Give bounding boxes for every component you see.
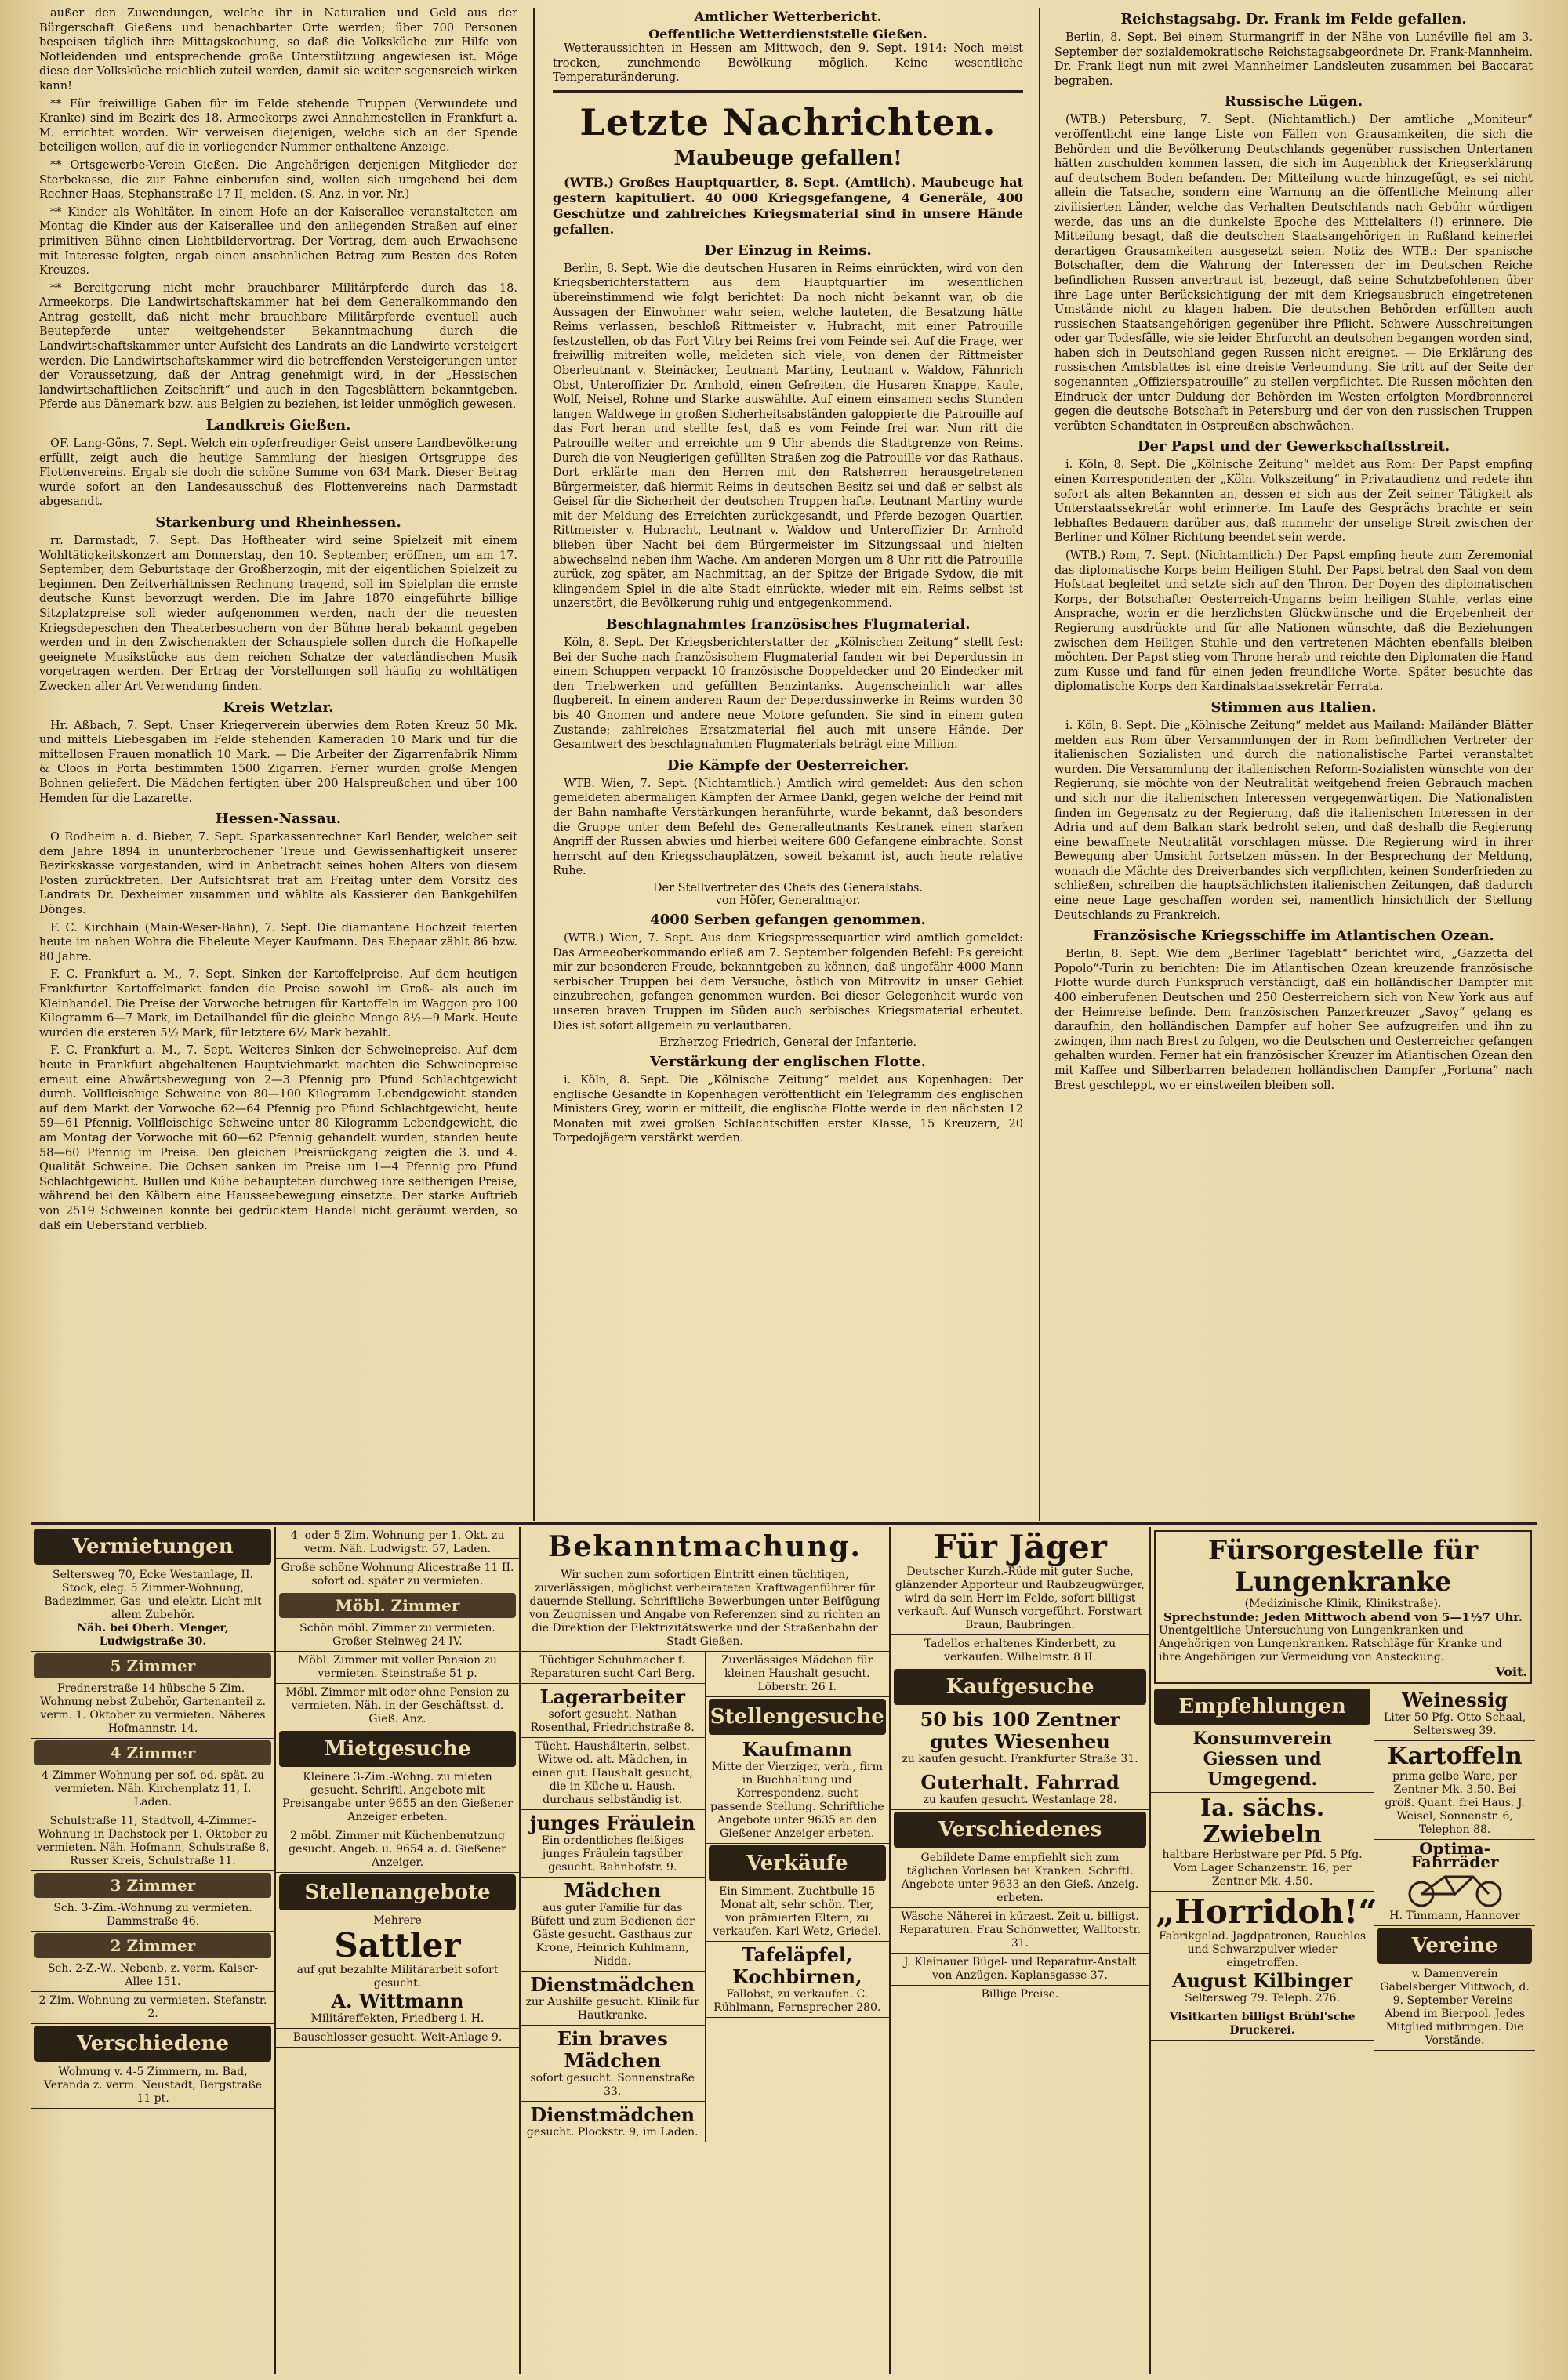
- ad-text: aus guter Familie für das Büfett und zum Bedienen der Gäste gesucht. Gasthaus zur Krone, Heinrich Kuhlmann, Nidda.: [530, 1902, 695, 1968]
- ad-title: Ein braves Mädchen: [557, 2027, 668, 2072]
- category-verschiedene: Verschiedene: [34, 2026, 271, 2062]
- ad-tafelaepfel: [706, 1942, 890, 2018]
- ad-ludwigstrasse: 4- oder 5-Zim.-Wohnung per 1. Okt. zu verm. Näh. Ludwigstr. 57, Laden.: [276, 1527, 519, 1559]
- heading-russische-luegen: Russische Lügen.: [1224, 93, 1363, 111]
- weather-heading: Amtlicher Wetterbericht.: [694, 9, 882, 25]
- ad-title: Guterhalt. Fahrrad: [920, 1771, 1120, 1794]
- ad-billige-preise: Billige Preise.: [891, 1986, 1149, 2004]
- article-englische-flotte: i. Köln, 8. Sept. Die „Kölnische Zeitung“ meldet aus Kopenhagen: Der englische Gesandte in Kopenhagen veröffentlicht ein Telegramm des englischen Ministers Grey, worin er mitteilt, die englische Flotte werde in den nächsten 12 Monaten mit zwei großen Schlachtschiffen erster Klasse, 15 Kreuzern, 20 Torpedojägern verstärkt werden.: [553, 1074, 1023, 1145]
- heading-reims: Der Einzug in Reims.: [704, 241, 872, 259]
- ads-subcol-right: [706, 1652, 890, 2142]
- ad-firm: A. Wittmann: [331, 1990, 464, 2012]
- category-5-zimmer: 5 Zimmer: [34, 1653, 271, 1678]
- article-italien: i. Köln, 8. Sept. Die „Kölnische Zeitung“ meldet aus Mailand: Mailänder Blätter melden aus Rom über Versammlungen der in Rom befindlichen Vertreter der italienischen Sozialisten und durch die nationalistische Partei veranstaltet wurden. Die Versammlung der italienischen Reform-Sozialisten wünschte von der Regierung, sie möchte von der Neutralität weitgehend freien Gebrauch machen und sich nur die italienischen Interessen vergegenwärtigen. Die Nationalisten finden im Gegensatz zu der Regierung, daß die italienischen Interessen in der Adria und auf dem Balkan stark bedroht seien, und daß deshalb die Regierung eine bewaffnete Neutralität vorschlagen müsse. Die Regierung wird in ihrer Bewegung aber Umsicht fortsetzen müssen. In der Besprechung der Meldung, wonach die Mächte des Dreiverbandes sich verpflichten, keinen Sonderfrieden zu schließen, schreiben die hauptsächlichsten italienischen Zeitungen, daß dadurch eine neue Lage geschaffen worden sei, namentlich hinsichtlich der Stellung Deutschlands zu Frankreich.: [1054, 719, 1533, 922]
- ad-signature: Voit.: [1495, 1664, 1527, 1679]
- ad-frednerstrasse: Frednerstraße 14 hübsche 5-Zim.-Wohnung nebst Zubehör, Gartenanteil z. verm. 1. Oktober zu vermieten. Näheres Hofmannstr. 14.: [31, 1680, 274, 1739]
- article-russische-luegen: (WTB.) Petersburg, 7. Sept. (Nichtamtlich.) Der amtliche „Moniteur“ veröffentlicht eine lange Liste von Fällen von Grausamkeiten, die sich die Behörden und die Bevölkerung Deutschlands gegenüber russischen Untertanen hätten zuschulden kommen lassen, die sich im Augenblick der Kriegserklärung auf deutschem Boden befanden. Der Mitteilung wurde hinzugefügt, es sei nicht allein die Tatsache, sondern eine Warnung an die öffentliche Meinung aller zivilisierten Länder, welche das Verhalten Deutschlands nach Gebühr würdigen werde, das uns an die dunkelste Epoche des Mittelalters (!) erinnere. Die Mitteilung besagt, daß die deutschen Staatsangehörigen in Rußland keinerlei derartigen Grausamkeiten ausgesetzt seien. Notiz des WTB.: Der spanische Botschafter, dem die Wahrung der Interessen der im Deutschen Reiche befindlichen Russen anvertraut ist, bezeugt, daß seine Schutzbefohlenen über ihre Lage unter Berücksichtigung der mit dem Kriegsausbruch eingetretenen Umstände nicht zu klagen haben. Die deutschen Behörden erfüllten auch russischen Staatsangehörigen gegenüber ihre Pflicht. Schwere Ausschreitungen oder gar Todesfälle, wie sie leider Ehrfurcht an deutschen begangen worden sind, haben sich in Deutschland gegen Russen nicht ereignet. — Die Erklärung des russischen Amtsblattes ist eine dreiste Verleumdung. Sie tritt auf der Seite der sogenannten „Offizierspatrouille“ zu stellen verpflichtet. Die Russen möchten den Eindruck der unter Duldung der Behörden im Westen erfolgten Mordbrennerei gegen die deutsche Botschaft in Petersburg und der von den russischen Truppen verübten Schandtaten in Ostpreußen abschwächen.: [1054, 114, 1533, 433]
- ad-text: Ein ordentliches fleißiges junges Fräulein tagsüber gesucht. Bahnhofstr. 9.: [541, 1834, 684, 1874]
- article-papst-koeln: i. Köln, 8. Sept. Die „Kölnische Zeitung“ meldet aus Rom: Der Papst empfing einen Korrespondenten der „Köln. Volkszeitung“ in Privataudienz und redete ihn sofort als alten Bekannten an, dessen er sich aus der Zeit seiner Tätigkeit als Unterstaatssekretär wohl erinnerte. Im Laufe des Gesprächs brachte er sein lebhaftes Bedauern darüber aus, daß nunmehr der unselige Streit zwischen der Berliner und Kölner Richtung beendet sein werde.: [1054, 459, 1533, 545]
- article-kriegsschiffe: Berlin, 8. Sept. Wie dem „Berliner Tageblatt“ berichtet wird, „Gazzetta del Popolo“-Turin zu berichten: Die im Atlantischen Ozean kreuzende französische Flotte wurde durch Funkspruch verständigt, daß ein holländischer Dampfer mit 400 einberufenen Deutschen und 250 Oesterreichern sich von New York aus auf der Heimreise befinde. Dem französischen Panzerkreuzer „Savoy“ gelang es daraufhin, den holländischen Dampfer auf hoher See aufzugreifen und ihn zu zwingen, ihm nach Brest zu folgen, wo die Deutschen und Oesterreicher gefangen gehalten wurden. Ferner hat ein französischer Kreuzer im Atlantischen Ozean den mit Kaffee und Silberbarren beladenen holländischen Dampfer „Fortuna“ nach Brest geschleppt, wo er einstweilen bleiben soll.: [1054, 948, 1533, 1092]
- article-kartoffelpreise: F. C. Frankfurt a. M., 7. Sept. Sinken der Kartoffelpreise. Auf dem heutigen Frankfurter Kartoffelmarkt fanden die Preise sowohl im Groß- als auch im Kleinhandel. Die Preise der Vorwoche betrugen für Kartoffeln im Waggon pro 100 Kilogramm 6—7 Mark, im Detailhandel für die gleiche Menge 8½—9 Mark. Heute wurden die ersteren 5½ Mark, für letztere 6½ Mark bezahlt.: [39, 968, 517, 1039]
- ad-kaiser-allee: Sch. 2-Z.-W., Nebenb. z. verm. Kaiser-Allee 151.: [31, 1960, 274, 1992]
- article-flugmaterial: Köln, 8. Sept. Der Kriegsberichterstatter der „Kölnischen Zeitung“ stellt fest: Bei der Suche nach französischem Flugmaterial fanden wir bei Deperdussin in einem Schuppen verpackt 10 französische Doppeldecker und 20 Eindecker mit den Triebwerken und gefüllten Benzintanks. Augenscheinlich war alles flugbereit. In einem anderen Raum der Deperdussinwerke in Reims wurden 30 bis 40 Gnomen und andere neue Motore gefunden. Sie sind in einem guten Zustande; zahlreiches Ersatzmaterial fiel auch mit unsere Hände. Der Gesamtwert des beschlagnahmten Flugmaterials beträgt eine Million.: [553, 637, 1023, 752]
- ad-text: zu kaufen gesucht. Westanlage 28.: [923, 1794, 1117, 1806]
- ad-dienstmaedchen-klinik: [521, 1972, 705, 2026]
- category-mietgesuche: Mietgesuche: [279, 1731, 516, 1767]
- ad-title: Sattler: [334, 1926, 461, 1965]
- ad-dammstrasse: Sch. 3-Zim.-Wohnung zu vermieten. Dammstraße 46.: [31, 1899, 274, 1932]
- ad-kartoffeln: [1374, 1741, 1535, 1840]
- ads-divider: [31, 1522, 1537, 1525]
- ad-seltersweg: [31, 1566, 274, 1652]
- category-2-zimmer: 2 Zimmer: [34, 1933, 271, 1958]
- ad-neustadt: Wohnung v. 4-5 Zimmern, m. Bad, Veranda z. verm. Neustadt, Bergstraße 11 pt.: [31, 2063, 274, 2109]
- ad-fuer-jaeger: [891, 1527, 1149, 1635]
- category-3-zimmer: 3 Zimmer: [34, 1873, 271, 1898]
- heading-starkenburg: Starkenburg und Rheinhessen.: [155, 514, 401, 531]
- ad-damenverein: v. Damenverein Gabelsberger Mittwoch, d. 9. September Vereins-Abend im Bierpool. Jedes Mitglied mitbringen. Die Vorstände.: [1374, 1965, 1535, 2051]
- ad-text: Fallobst, zu verkaufen. C. Rühlmann, Fernsprecher 280.: [713, 1988, 881, 2014]
- ads-subcol-right: [1374, 1687, 1535, 2051]
- heading-hessen-nassau: Hessen-Nassau.: [215, 811, 342, 828]
- ad-prefix: Mehrere: [373, 1914, 422, 1927]
- ad-title: Mädchen: [564, 1879, 662, 1902]
- ad-text: Unentgeltliche Untersuchung von Lungenkranken und Angehörigen von Lungenkranken. Ratschläge für Kranke und ihre Angehörigen zur Vermeidung von Ansteckung.: [1159, 1624, 1502, 1663]
- ad-text: gesucht. Plockstr. 9, im Laden.: [526, 2126, 699, 2139]
- ad-hours: Sprechstunde: Jeden Mittwoch abend von 5—1½7 Uhr.: [1163, 1610, 1523, 1624]
- ad-kirchenplatz: 4-Zimmer-Wohnung per sof. od. spät. zu vermieten. Näh. Kirchenplatz 11, I. Laden.: [31, 1767, 274, 1812]
- ad-zuchtbulle: Ein Simment. Zuchtbulle 15 Monat alt, sehr schön. Tier, von prämierten Eltern, zu verkaufen. Karl Wetz, Griedel.: [706, 1883, 890, 1942]
- heading-serben: 4000 Serben gefangen genommen.: [650, 911, 926, 928]
- ad-title: Für Jäger: [933, 1528, 1107, 1566]
- ad-title: Tafeläpfel, Kochbirnen,: [732, 1943, 862, 1988]
- ad-zwiebeln: [1151, 1793, 1374, 1892]
- ad-vorlesen: Gebildete Dame empfiehlt sich zum täglichen Vorlesen bei Kranken. Schriftl. Angebote unter 9633 an den Gieß. Anzeig. erbeten.: [891, 1849, 1149, 1908]
- ad-title: Lagerarbeiter: [539, 1685, 685, 1708]
- heading-dr-frank: Reichstagsabg. Dr. Frank im Felde gefallen.: [1120, 11, 1467, 27]
- ads-subcol-left: [521, 1652, 706, 2142]
- heading-italien: Stimmen aus Italien.: [1210, 698, 1377, 716]
- article-kirchhain: F. C. Kirchhain (Main-Weser-Bahn), 7. Sept. Die diamantene Hochzeit feierten heute im nahen Wohra die Eheleute Meyer Kaufmann. Das Ehepaar zählt 86 bzw. 80 Jahre.: [39, 921, 517, 963]
- column-rule: [533, 8, 535, 1521]
- ad-title: Kartoffeln: [1387, 1743, 1523, 1770]
- weather-forecast: Wetteraussichten in Hessen am Mittwoch, den 9. Sept. 1914: Noch meist trocken, zunehmende Bewölkung möglich. Keine wesentliche Temperaturänderung.: [553, 42, 1023, 85]
- article-schweinepreise: F. C. Frankfurt a. M., 7. Sept. Weiteres Sinken der Schweinepreise. Auf dem heute in Frankfurt abgehaltenen Hauptviehmarkt machten die Schweinepreise erneut eine Abwärtsbewegung von 2—3 Pfennig pro Pfund Schlachtgewicht durch. Vollfleischige Schweine von 80—100 Kilogramm Lebendgewicht standen auf dem Markt der Vorwoche 62—64 Pfennig pro Pfund Schlachtgewicht, heute 59—61 Pfennig. Vollfleischige Schweine unter 80 Kilogramm Lebendgewicht, die am Montag der Vorwoche mit 60—62 Pfennig gehandelt wurden, standen heute 58—60 Pfennig im Preise. Den gleichen Preisrückgang zeigten die 3. und 4. Qualität Schweine. Die Ochsen sanken im Preise um 1—4 Pfennig pro Pfund Schlachtgewicht. Bullen und Kühe behaupteten durchweg ihre seitherigen Preise, während bei den Kälbern eine Hausseebewegung einsetzte. Der starke Auftrieb von 2519 Schweinen konnte bei gedrücktem Handel nicht geräumt werden, so daß ein Ueberstand verblieb.: [39, 1044, 517, 1232]
- ads-split: [1151, 1687, 1535, 2051]
- article-dr-frank: Berlin, 8. Sept. Bei einem Sturmangriff in der Nähe von Lunéville fiel am 3. September der sozialdemokratische Reichstagsabgeordnete Dr. Frank-Mannheim. Dr. Frank liegt nun mit zwei Mannheimer Landsleuten zusammen bei Baccarat begraben.: [1054, 31, 1533, 88]
- column-rule: [1039, 8, 1040, 1521]
- category-vermietungen: Vermietungen: [34, 1529, 271, 1565]
- column-local-news: [39, 6, 517, 1511]
- article-oesterreicher: WTB. Wien, 7. Sept. (Nichtamtlich.) Amtlich wird gemeldet: Aus den schon gemeldeten abermaligen Kämpfen der Armee Dankl, gegen welche der Feind mit der Bahn namhafte Verstärkungen heranführte, wurde bekannt, daß besonders die Gruppe unter dem Befehl des Generalleutnants Kestranek einen starken Angriff der Russen abwies und hierbei weitere 600 Gefangene einbrachte. Sonst herrscht auf den Kriegsschauplätzen, soweit bekannt ist, auch heute relative Ruhe.: [553, 777, 1023, 878]
- article-reims: Berlin, 8. Sept. Wie die deutschen Husaren in Reims einrückten, wird von den Kriegsberichterstattern aus dem Hauptquartier im wesentlichen übereinstimmend wie folgt berichtet: Da noch nicht bekannt war, ob die Aussagen der Einwohner wahr seien, welche lauteten, die Besatzung hätte Reims verlassen, beschloß Rittmeister v. Hubracht, mit einer Patrouille festzustellen, ob das Fort Vitry bei Reims frei vom Feinde sei. Auf die Frage, wer freiwillig mitreiten wolle, meldeten sich viele, von denen der Rittmeister Oberleutnant v. Steinäcker, Leutnant Martiny, Leutnant v. Waldow, Fähnrich Obst, Unteroffizier Dr. Arnhold, einen Gefreiten, die Husaren Knappe, Kaule, Wolf, Neisel, Rohne und Starke auswählte. Auf einem einsamen sechs Stunden langen Waldwege in großen Sicherheitsabständen galoppierte die Patrouille auf das Fort heran und stellte fest, daß es vom Feinde frei war. Nun ritt die Patrouille weiter und erreichte um 9 Uhr abends die Stadtgrenze von Reims. Durch die von Neugierigen gefüllten Straßen zog die Patrouille vor das Rathaus. Dort erklärte man den Herren mit den Ratsherren herausgetretenen Bürgermeister, daß hiermit Reims in deutschen Besitz sei und daß er selbst als Geisel für die Sicherheit der deutschen Truppen hafte. Leutnant Martiny wurde mit der Meldung des Erreichten zurückgesandt, und Pferde bezogen Quartier. Rittmeister v. Hubracht, Leutnant v. Waldow und Unteroffizier Dr. Arnhold blieben über Nacht bei dem Bürgermeister im Sitzungssaal und hielten abwechselnd neben ihm Wache. Am anderen Morgen um 8 Uhr ritt die Patrouille zurück, zog später, am Nachmittag, an der Spitze der Brigade Sydow, die mit klingendem Spiel in die alte Stadt einrückte, wieder mit ein. Reims selbst ist unzerstört, die Bevölkerung ruhig und entgegenkommend.: [553, 262, 1023, 611]
- ad-kaufmann: [706, 1736, 890, 1844]
- ad-wiesenheu: [891, 1707, 1149, 1769]
- ad-text: sofort gesucht. Nathan Rosenthal, Friedrichstraße 8.: [530, 1708, 695, 1734]
- category-moebl-zimmer: Möbl. Zimmer: [279, 1593, 516, 1618]
- category-4-zimmer: 4 Zimmer: [34, 1740, 271, 1765]
- ad-fraeulein: [521, 1810, 705, 1878]
- ad-text: Fabrikgelad. Jagdpatronen, Rauchlos und Schwarzpulver wieder eingetroffen.: [1159, 1930, 1367, 1969]
- ad-weinessig: [1374, 1687, 1535, 1741]
- ad-text: zur Aushilfe gesucht. Klinik für Hautkranke.: [525, 1996, 699, 2022]
- ad-konsumverein: Konsumverein Giessen und Umgegend.: [1151, 1726, 1374, 1793]
- signature-generalstab: Der Stellvertreter des Chefs des Generalstabs.: [652, 881, 924, 894]
- ads-subcol-left: [1151, 1687, 1377, 2051]
- ad-alicestrasse: Große schöne Wohnung Alicestraße 11 II. sofort od. später zu vermieten.: [276, 1559, 519, 1591]
- ad-buegel: J. Kleinauer Bügel- und Reparatur-Anstalt von Anzügen. Kaplansgasse 37.: [891, 1954, 1149, 1986]
- heading-oesterreicher: Die Kämpfe der Oesterreicher.: [666, 756, 909, 774]
- ad-subtitle: (Medizinische Klinik, Klinikstraße).: [1244, 1598, 1442, 1610]
- ad-title: „Horridoh!“: [1156, 1892, 1377, 1931]
- ad-pension: Möbl. Zimmer mit oder ohne Pension zu vermieten. Näh. in der Geschäftsst. d. Gieß. Anz.: [276, 1684, 519, 1729]
- heading-flugmaterial: Beschlagnahmtes französisches Flugmaterial.: [605, 616, 971, 633]
- article-assbach: Hr. Aßbach, 7. Sept. Unser Kriegerverein überwies dem Roten Kreuz 50 Mk. und mittels Liebesgaben im Felde stehenden Kameraden 10 Mark und für die mittellosen Frauen monatlich 10 Mark. — Die Arbeiter der Zigarrenfabrik Nimm & Cloos in Porta bestimmten 1500 Zigarren. Ferner wurden große Mengen Bohnen geliefert. Die Mädchen fertigten über 200 Halspreußchen und über 100 Hemden für die Lazarette.: [39, 719, 517, 805]
- category-stellengesuche: Stellengesuche: [709, 1699, 887, 1735]
- ads-column-jobs: [521, 1527, 891, 2374]
- category-kaufgesuche: Kaufgesuche: [894, 1669, 1146, 1705]
- heading-kriegsschiffe: Französische Kriegsschiffe im Atlantischen Ozean.: [1093, 927, 1494, 945]
- article-kinder: ** Kinder als Wohltäter. In einem Hofe an der Kaiserallee veranstalteten am Montag die Kinder aus der Kaiserallee und den anliegenden Straßen auf einer primitiven Bühne einen Lichtbildervortrag. Der Vortrag, dem auch Erwachsene mit Interesse folgten, ergab einen ansehnlichen Betrag zum Besten des Roten Kreuzes.: [39, 205, 517, 278]
- article-liebesgaben: ** Für freiwillige Gaben für im Felde stehende Truppen (Verwundete und Kranke) sind im Bezirk des 18. Armeekorps zwei Annahmestellen in Frankfurt a. M. errichtet worden. Wir verweisen diejenigen, welche sich an der Spende beteiligen wollen, auf die in vorliegender Nummer enthaltene Anzeige.: [39, 97, 517, 154]
- latest-news-title: Letzte Nachrichten.: [579, 100, 996, 143]
- ad-title: Optima-Fahrräder: [1410, 1839, 1499, 1871]
- ad-title: junges Fräulein: [529, 1812, 695, 1834]
- ad-fahrrad: [891, 1769, 1149, 1810]
- ad-contact: Näh. bei Oberh. Menger, Ludwigstraße 30.: [77, 1622, 229, 1648]
- ad-dienstmaedchen-plock: [521, 2102, 705, 2142]
- ads-column-rooms: [276, 1527, 521, 2374]
- ads-column-rentals: [31, 1527, 276, 2374]
- ad-horridoh: [1151, 1892, 1377, 2008]
- weather-office: Oeffentliche Wetterdienststelle Gießen.: [648, 27, 927, 42]
- signature-friedrich: Erzherzog Friedrich, General der Infanterie.: [659, 1036, 916, 1050]
- article-lang-goens: OF. Lang-Göns, 7. Sept. Welch ein opferfreudiger Geist unsere Landbevölkerung erfüllt, zeigt auch die heutige Sammlung der hiesigen Ortsgruppe des Flottenvereins. Ergab sie doch die schöne Summe von 634 Mark. Dieser Betrag wurde sofort an den Landesausschuß des Flottenvereins nach Darmstadt abgesandt.: [39, 437, 517, 509]
- advertisements: [31, 1527, 1537, 2374]
- ad-stefanstrasse: 2-Zim.-Wohnung zu vermieten. Stefanstr. 2.: [31, 1992, 274, 2024]
- ad-title: Kaufmann: [742, 1738, 852, 1761]
- ad-title: Dienstmädchen: [530, 1973, 695, 1996]
- ad-visitkarten: Visitkarten billigst Brühl'sche Druckerei.: [1151, 2008, 1374, 2041]
- ad-title: Dienstmädchen: [530, 2103, 695, 2126]
- ad-sattler: [276, 1912, 519, 2029]
- heading-landkreis-giessen: Landkreis Gießen.: [205, 417, 351, 434]
- article-militaerpferde: ** Bereitgerung nicht mehr brauchbarer Militärpferde durch das 18. Armeekorps. Die Landwirtschaftskammer hat bei dem Generalkommando den Antrag gestellt, daß nicht mehr brauchbare Militärpferde eventuell auch Beutepferde unter weitgehendster Bekanntmachung durch die Landwirtschaftskammer unter Aufsicht des Landrats an die Landwirte versteigert werden. Die Landwirtschaftskammer wird die betreffenden Versteigerungen unter der Voraussetzung, daß der Antrag genehmigt wird, in der „Hessischen landwirtschaftlichen Zeitschrift“ und auch in den Tagesblättern bekanntgeben. Pferde aus Dänemark bzw. aus Belgien zu beziehen, ist leider unmöglich gewesen.: [39, 281, 517, 412]
- ad-title: Fürsorgestelle für Lungenkranke: [1207, 1535, 1479, 1598]
- signature-hoefer: von Höfer, Generalmajor.: [715, 894, 861, 907]
- category-stellenangebote: Stellenangebote: [279, 1874, 516, 1910]
- article-volkskueche: außer den Zuwendungen, welche ihr in Naturalien und Geld aus der Bürgerschaft Gießens und benachbarter Orte werden; über 700 Personen bespeisen täglich ihre Mittagskochung, so daß die Volksküche zur Hilfe von Notleidenden und entsprechende große Unterstützung angewiesen ist. Möge diese der Volksküche reichlich zuteil werden, damit sie weiter segensreich wirken kann!: [39, 7, 517, 93]
- ad-text: haltbare Herbstware per Pfd. 5 Pfg. Vom Lager Schanzenstr. 16, per Zentner Mk. 4.50.: [1162, 1848, 1363, 1888]
- ad-firm: August Kilbinger: [1171, 1969, 1353, 1992]
- ad-text: prima gelbe Ware, per Zentner Mk. 3.50. Bei größ. Quant. frei Haus. J. Weisel, Sonnenstr. 6, Telephon 88.: [1385, 1770, 1525, 1836]
- divider: [553, 90, 1023, 93]
- ad-fuersorgestelle: [1154, 1530, 1532, 1684]
- ad-text: sofort gesucht. Sonnenstraße 33.: [530, 2072, 695, 2098]
- article-darmstadt: rr. Darmstadt, 7. Sept. Das Hoftheater wird seine Spielzeit mit einem Wohltätigkeitskonzert am Donnerstag, den 10. September, eröffnen, um am 17. September, dem Geburtstage der Großherzogin, mit der eigentlichen Spielzeit zu beginnen. Den Zeitverhältnissen Rechnung tragend, soll im Spielplan die ernste deutsche Kunst bevorzugt werden. Die im Jahre 1870 eingeführte billige Sitzplatzpreise soll wieder aufgenommen werden, nach der die neuesten Kriegsdepeschen den Theaterbesuchern von der Bühne herab bekannt gegeben werden und in den Zwischenakten der Schauspiele sollen durch die Hofkapelle geeignete Musikstücke aus dem reichen Schatze der vaterländischen Musik vorgetragen werden. Der Ertrag der Vorstellungen soll häufig zu wohltätigen Zwecken aller Art Verwendung finden.: [39, 535, 517, 693]
- ad-waesche: Wäsche-Näherei in kürzest. Zeit u. billigst. Reparaturen. Frau Schönwetter, Walltorstr. 31.: [891, 1908, 1149, 1954]
- ad-text: Deutscher Kurzh.-Rüde mit guter Suche, glänzender Apporteur und Raubzeugwürger, wird da sein Herr im Felde, sofort billigst verkauft. Auf Wunsch vorgeführt. Forstwart Braun, Baubringen.: [895, 1566, 1145, 1631]
- category-verkaeufe: Verkäufe: [709, 1845, 887, 1881]
- ad-text: H. Timmann, Hannover: [1389, 1910, 1520, 1922]
- ad-moebl-kueche: 2 möbl. Zimmer mit Küchenbenutzung gesucht. Angeb. u. 9654 a. d. Gießener Anzeiger.: [276, 1827, 519, 1873]
- category-empfehlungen: Empfehlungen: [1154, 1689, 1370, 1725]
- ad-title: 50 bis 100 Zentner gutes Wiesenheu: [920, 1708, 1120, 1753]
- ad-kleinere-wohnung: Kleinere 3-Zim.-Wohng. zu mieten gesucht. Schriftl. Angebote mit Preisangabe unter 9655 an den Gießener Anzeiger erbeten.: [276, 1769, 519, 1827]
- heading-englische-flotte: Verstärkung der englischen Flotte.: [650, 1054, 926, 1071]
- bekanntmachung-text: Wir suchen zum sofortigen Eintritt einen tüchtigen, zuverlässigen, möglichst verheirateten Kraftwagenführer für dauernde Stellung. Schriftliche Bewerbungen unter Beifügung von Zeugnissen und Angabe von Referenzen sind zu richten an die Direktion der Elektrizitätswerke und der Straßenbahn der Stadt Gießen.: [521, 1566, 889, 1652]
- category-vereine: Vereine: [1377, 1928, 1532, 1964]
- ads-split: [521, 1652, 889, 2142]
- heading-papst: Der Papst und der Gewerkschaftsstreit.: [1137, 438, 1450, 455]
- category-verschiedenes: Verschiedenes: [894, 1812, 1146, 1848]
- ad-schuhmacher: Tüchtiger Schuhmacher f. Reparaturen sucht Carl Berg.: [521, 1652, 705, 1684]
- ad-text: auf gut bezahlte Militärarbeit sofort gesucht.: [296, 1964, 499, 1990]
- ads-column-misc: [891, 1527, 1151, 2374]
- ad-text: zu kaufen gesucht. Frankfurter Straße 31.: [902, 1753, 1138, 1765]
- ad-steinstrasse: Möbl. Zimmer mit voller Pension zu vermieten. Steinstraße 51 p.: [276, 1652, 519, 1684]
- ad-schulstrasse: Schulstraße 11, Stadtvoll, 4-Zimmer-Wohnung in Dachstock per 1. Oktober zu vermieten. Näh. Hofmann, Schulstraße 8, Russer Kreis, Schulstraße 11.: [31, 1812, 274, 1871]
- heading-kreis-wetzlar: Kreis Wetzlar.: [223, 698, 334, 716]
- ads-column-services: [1151, 1527, 1535, 2374]
- ad-text: Seltersweg 70, Ecke Westanlage, II. Stock, eleg. 5 Zimmer-Wohnung, Badezimmer, Gas- und elektr. Licht mit allem Zubehör.: [44, 1569, 262, 1621]
- column-world-news: [1054, 6, 1533, 1511]
- bekanntmachung-title: Bekanntmachung.: [547, 1530, 862, 1563]
- ad-zuverlaessiges-maedchen: Zuverlässiges Mädchen für kleinen Haushalt gesucht. Löberstr. 26 I.: [706, 1652, 890, 1697]
- ad-haushaelterin: Tücht. Haushälterin, selbst. Witwe od. alt. Mädchen, in einen gut. Haushalt gesucht, die in Küche u. Haush. durchaus selbständig ist.: [521, 1738, 705, 1810]
- ad-kinderbett: Tadellos erhaltenes Kinderbett, zu verkaufen. Wilhelmstr. 8 II.: [891, 1635, 1149, 1667]
- article-rodheim: O Rodheim a. d. Bieber, 7. Sept. Sparkassenrechner Karl Bender, welcher seit dem Jahre 1894 in ununterbrochener Treue und Gewissenhaftigkeit unserer Bezirkskasse vorgestanden, wird in Anbetracht seines hohen Alters von diesem Posten zurücktreten. Der Aufsichtsrat trat am Freitag unter dem Vorsitz des Landrats Dr. Dexheimer zusammen und wählte als Kassierer den Bankgehilfen Dönges.: [39, 831, 517, 917]
- ad-steinweg: Schön möbl. Zimmer zu vermieten. Großer Steinweg 24 IV.: [276, 1620, 519, 1652]
- ad-text: Liter 50 Pfg. Otto Schaal, Seltersweg 39.: [1383, 1711, 1526, 1737]
- ad-text: Mitte der Vierziger, verh., firm in Buchhaltung und Korrespondenz, sucht passende Stellung. Schriftliche Angebote unter 9635 an den Gießener Anzeiger erbeten.: [710, 1761, 884, 1840]
- ad-title: Weinessig: [1402, 1689, 1508, 1711]
- ad-bauschlosser: Bauschlosser gesucht. Weit-Anlage 9.: [276, 2029, 519, 2048]
- ad-address: Seltersweg 79. Teleph. 276.: [1185, 1992, 1341, 2004]
- bicycle-icon: [1396, 1870, 1514, 1908]
- column-latest-news: [553, 6, 1023, 1511]
- ad-optima: [1374, 1840, 1535, 1926]
- ad-braves-maedchen: [521, 2026, 705, 2102]
- headline-maubeuge: Maubeuge gefallen!: [673, 146, 902, 170]
- ad-maedchen-krone: [521, 1878, 705, 1972]
- ad-address: Militäreffekten, Friedberg i. H.: [310, 2012, 485, 2025]
- lead-maubeuge: (WTB.) Großes Hauptquartier, 8. Sept. (Amtlich). Maubeuge hat gestern kapituliert. 40 000 Kriegsgefangene, 4 Generäle, 400 Geschütze und zahlreiches Kriegsmaterial sind in unsere Hände gefallen.: [553, 174, 1023, 237]
- ad-title: Ia. sächs. Zwiebeln: [1200, 1794, 1325, 1848]
- article-serben: (WTB.) Wien, 7. Sept. Aus dem Kriegspressequartier wird amtlich gemeldet: Das Armeeoberkommando erließ am 7. September folgenden Befehl: Es gereicht mir zur besonderen Freude, bekanntgeben zu können, daß ungefähr 4000 Mann serbischer Truppen bei dem Versuche, östlich von Mitrovitz in unser Gebiet einzubrechen, gefangen genommen wurden. Bei dieser Gelegenheit wurde von unseren braven Truppen im Süden auch serbisches Kriegsmaterial erbeutet. Dies ist sofort allgemein zu verlautbaren.: [553, 931, 1023, 1032]
- ad-lagerarbeiter: [521, 1684, 705, 1738]
- article-papst-rom: (WTB.) Rom, 7. Sept. (Nichtamtlich.) Der Papst empfing heute zum Zeremonial das diplomatische Korps beim Heiligen Stuhl. Der Papst betrat den Saal von dem Hofstaat begleitet und setzte sich auf den Thron. Der Doyen des diplomatischen Korps, der Botschafter Oesterreich-Ungarns beim heiligen Stuhle, verlas eine Ansprache, worin er die herzlichsten Glückwünsche und die Ergebenheit der Regierung ausdrückte und für alle Nationen wünschte, daß die Beziehungen zwischen dem Heiligen Stuhle und den vertretenen Mächten ebenfalls bleiben möchten. Der Papst stieg vom Throne herab und reichte den Diplomaten die Hand zum Kusse und fand für einen jeden freundliche Worte. Später besuchte das diplomatische Korps den Kardinalstaatssekretär Ferrata.: [1054, 550, 1533, 694]
- article-ortsgewerbe: ** Ortsgewerbe-Verein Gießen. Die Angehörigen derjenigen Mitglieder der Sterbekasse, die zur Fahne einberufen sind, wollen sich umgehend bei dem Rechner Haas, Stephanstraße 17 II, melden. (S. Anz. in vor. Nr.): [39, 158, 517, 201]
